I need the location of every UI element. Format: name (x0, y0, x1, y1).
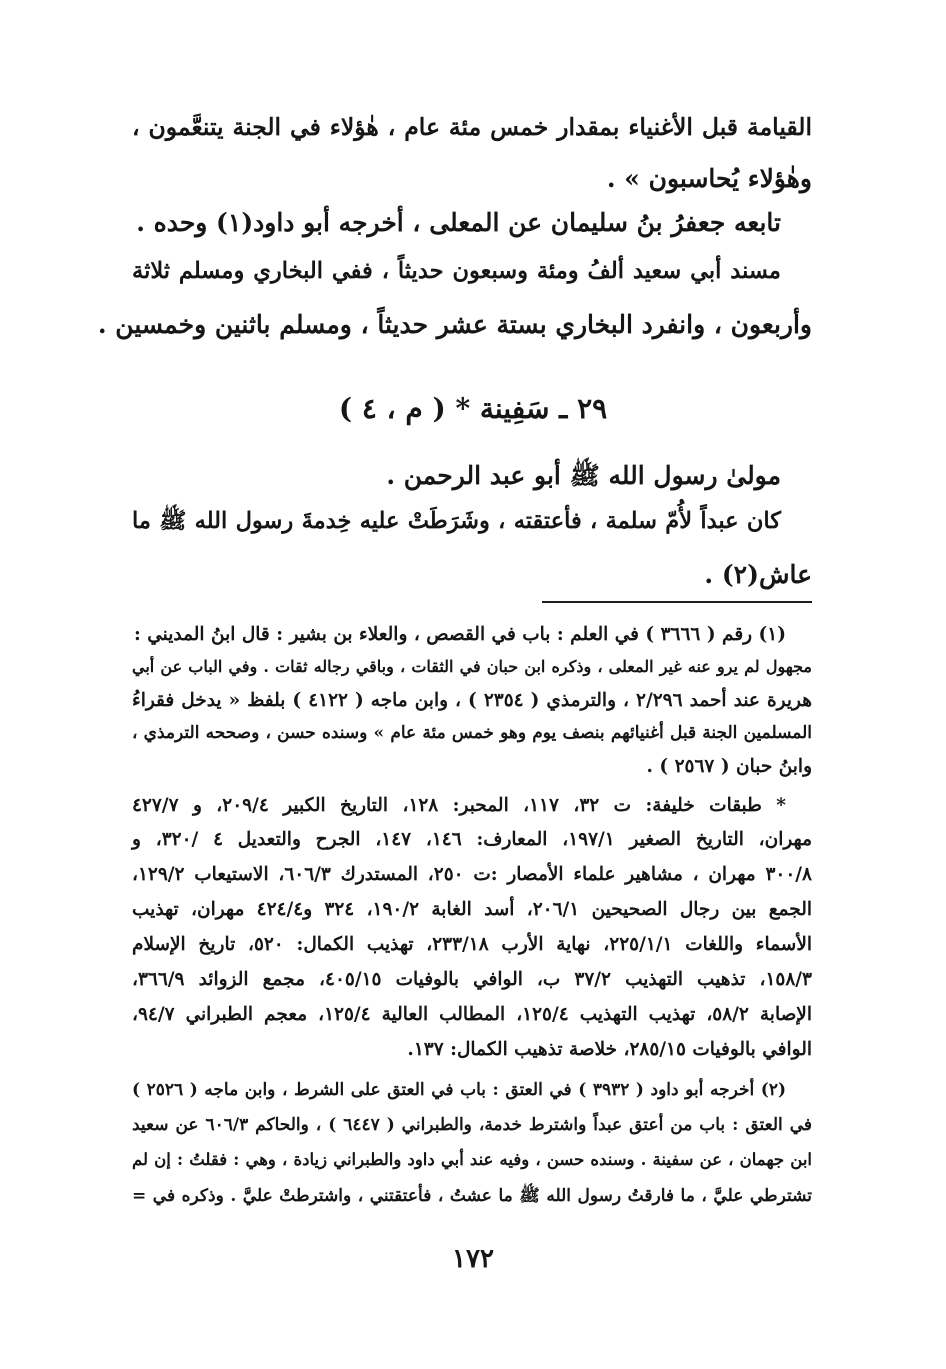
footnote-1-line-5: وابنُ حبان ( ٢٥٦٧ ) . (646, 756, 812, 777)
footnote-separator (542, 601, 812, 603)
footnote-2-line-3: ابن جهمان ، عن سفينة . وسنده حسن ، وفيه عند أبي داود والطبراني زيادة ، وهي : فقلتُ : إن لم (132, 1150, 812, 1169)
footnote-2-line-1: (٢) أخرجه أبو داود ( ٣٩٣٢ ) في العتق : باب في العتق على الشرط ، وابن ماجه ( ٢٥٢٦ ) (132, 1080, 786, 1100)
section-heading: ٢٩ ـ سَفِينة * ( م ، ٤ ) (338, 392, 608, 425)
sources-note-line-1: * طبقات خليفة: ت ٣٢، ١١٧، المحبر: ١٢٨، التاريخ الكبير ٢٠٩/٤، و ٤٢٧/٧ (132, 795, 786, 816)
section-line-3: عاش(٢) . (704, 560, 812, 589)
main-text-line-1: القيامة قبل الأغنياء بمقدار خمس مئة عام ، هٰؤلاء في الجنة يتنعَّمون ، (132, 113, 812, 141)
footnote-1-line-1: (١) رقم ( ٣٦٦٦ ) في العلم : باب في القصص ، والعلاء بن بشير : قال ابنُ المديني : (133, 624, 786, 645)
footnote-1-line-3: هريرة عند أحمد ٢/٢٩٦ ، والترمذي ( ٢٣٥٤ ) ، وابن ماجه ( ٤١٢٢ ) بلفظ « يدخل فقراءُ (132, 690, 812, 711)
section-line-1: مولىٰ رسول الله ﷺ أبو عبد الرحمن . (386, 461, 781, 490)
footnote-2-line-4: تشترطي عليَّ ، ما فارقتُ رسول الله ﷺ ما عشتُ ، فأعتقتني ، واشترطتْ عليَّ . وذكره في = (132, 1186, 812, 1206)
sources-note-line-8: الوافي بالوفيات ٢٨٥/١٥، خلاصة تذهيب الكمال: ١٣٧. (407, 1039, 812, 1060)
main-text-line-3: تابعه جعفرُ بنُ سليمان عن المعلى ، أخرجه أبو داود(١) وحده . (136, 208, 781, 237)
sources-note-line-3: ٣٠٠/٨ مهران ، مشاهير علماء الأمصار :ت ٢٥٠، المستدرك ٦٠٦/٣، الاستيعاب ١٢٩/٢، (132, 864, 812, 885)
footnote-2-line-2: في العتق : باب من أعتق عبداً واشترط خدمة، والطبراني ( ٦٤٤٧ ) ، والحاكم ٦٠٦/٣ عن سعيد (132, 1115, 812, 1135)
sources-note-line-5: الأسماء واللغات ٢٢٥/١/١، نهاية الأرب ٢٣٣/١٨، تهذيب الكمال: ٥٢٠، تاريخ الإسلام (132, 934, 813, 955)
sources-note-line-2: مهران، التاريخ الصغير ١٩٧/١، المعارف: ١٤٦، ١٤٧، الجرح والتعديل ٤ /٣٢٠، و (132, 829, 812, 850)
main-text-line-4: مسند أبي سعيد ألفُ ومئة وسبعون حديثاً ، ففي البخاري ومسلم ثلاثة (132, 258, 781, 284)
section-line-2: كان عبداً لأُمّ سلمة ، فأعتقته ، وشَرَطَتْ عليه خِدمةَ رسول الله ﷺ ما (132, 508, 781, 534)
main-text-line-5: وأربعون ، وانفرد البخاري بستة عشر حديثاً ، ومسلم باثنين وخمسين . (97, 310, 812, 339)
sources-note-line-4: الجمع بين رجال الصحيحين ٢٠٦/١، أسد الغابة ١٩٠/٢، ٣٢٤ و٤٢٤/٤ مهران، تهذيب (132, 899, 812, 920)
page-number: ١٧٢ (452, 1244, 494, 1274)
footnote-1-line-4: المسلمين الجنة قبل أغنيائهم بنصف يوم وهو خمس مئة عام » وسنده حسن ، وصححه الترمذي ، (132, 723, 812, 743)
main-text-line-2: وهٰؤلاء يُحاسبون » . (606, 164, 812, 193)
sources-note-line-7: الإصابة ٥٨/٢، تهذيب التهذيب ١٢٥/٤، المطالب العالية ١٢٥/٤، معجم الطبراني ٩٤/٧، (132, 1004, 812, 1025)
footnote-1-line-2: مجهول لم يرو عنه غير المعلى ، وذكره ابن حبان في الثقات ، وباقي رجاله ثقات . وفي الباب عن أبي (132, 657, 812, 676)
sources-note-line-6: ١٥٨/٣، تذهيب التهذيب ٣٧/٢ ب، الوافي بالوفيات ٤٠٥/١٥، مجمع الزوائد ٣٦٦/٩، (132, 969, 812, 990)
